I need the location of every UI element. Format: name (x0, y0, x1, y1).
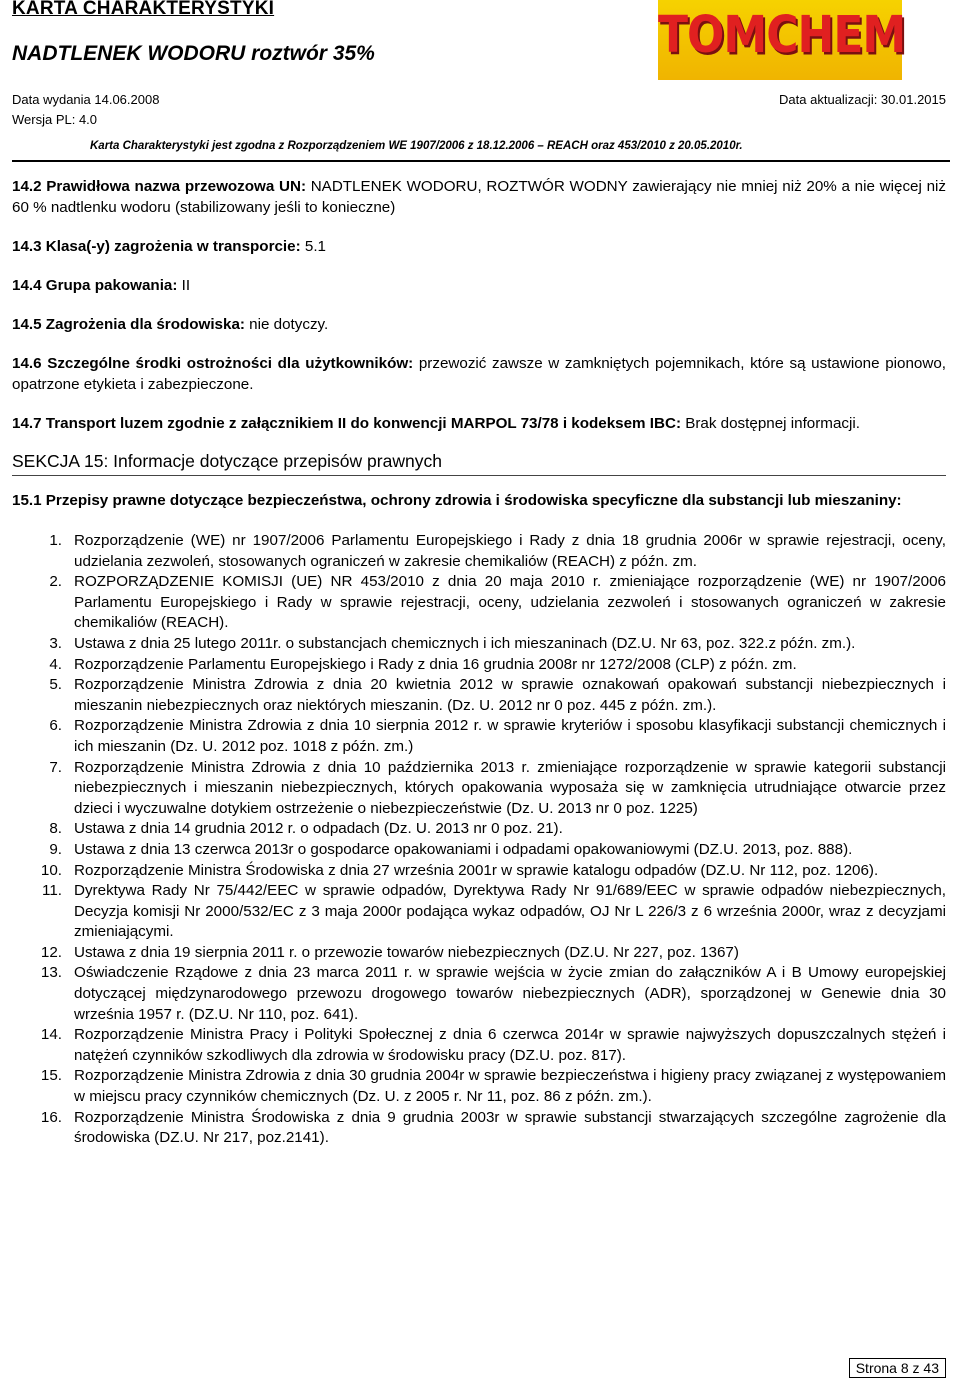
regulation-number: 6. (49, 717, 62, 735)
regulation-number: 2. (49, 573, 62, 591)
regulation-item (12, 861, 946, 882)
regulation-number: 7. (49, 758, 62, 776)
regulation-text: Rozporządzenie Ministra Środowiska z dnia 27 września 2001r w sprawie katalogu odpadów (DZ.U. Nr 112, poz. 1206). (74, 861, 879, 879)
section-15-heading: SEKCJA 15: Informacje dotyczące przepisów prawnych (12, 448, 946, 476)
document-body (12, 176, 946, 1149)
regulation-number: 5. (49, 676, 62, 694)
regulation-item (12, 1066, 946, 1107)
regulation-item (12, 531, 946, 572)
regulation-number: 1. (49, 532, 62, 549)
regulation-text: Rozporządzenie Ministra Zdrowia z dnia 30 grudnia 2004r w sprawie bezpieczeństwa i higieny pracy związanej z występowaniem w miejscu pracy czynników chemicznych (Dz. U. z 2005 r. Nr 11, poz. 86 z późn. zm.). (74, 1067, 946, 1106)
regulation-item (12, 819, 946, 840)
regulation-item (12, 1108, 946, 1149)
regulation-number: 4. (49, 655, 62, 673)
regulation-text: Ustawa z dnia 14 grudnia 2012 r. o odpadach (Dz. U. 2013 nr 0 poz. 21). (74, 820, 563, 838)
regulation-text: Ustawa z dnia 19 sierpnia 2011 r. o przewozie towarów niebezpiecznych (DZ.U. Nr 227, poz. 1367) (74, 943, 739, 961)
section-14-4: 14.4 Grupa pakowania: II (12, 277, 191, 294)
page-number: Strona 8 z 43 (849, 1358, 946, 1378)
section-14-5: 14.5 Zagrożenia dla środowiska: nie dotyczy. (12, 316, 329, 333)
regulation-item (12, 634, 946, 655)
section-14-6: 14.6 Szczególne środki ostrożności dla użytkowników: przewozić zawsze w zamkniętych pojemnikach, które są ustawione pionowo, opatrzone etykieta i zabezpieczone. (12, 355, 946, 393)
section-14-3: 14.3 Klasa(-y) zagrożenia w transporcie: 5.1 (12, 238, 327, 255)
regulation-item (12, 881, 946, 943)
regulation-number: 13. (40, 964, 62, 982)
regulation-number: 15. (40, 1067, 62, 1085)
regulation-number: 9. (49, 840, 62, 858)
section-14-2: 14.2 Prawidłowa nazwa przewozowa UN: NADTLENEK WODORU, ROZTWÓR WODNY zawierający nie mniej niż 20% a nie więcej niż 60 % nadtlenku wodoru (stabilizowany jeśli to konieczne) (12, 178, 946, 216)
regulation-number: 3. (49, 634, 62, 652)
regulation-item (12, 840, 946, 861)
version: Wersja PL: 4.0 (12, 112, 98, 127)
regulation-number: 12. (40, 943, 62, 961)
regulation-text: Rozporządzenie Ministra Zdrowia z dnia 10 sierpnia 2012 r. w sprawie kryteriów i sposobu klasyfikacji substancji chemicznych i ich mieszanin (Dz. U. 2012 poz. 1018 z późn. zm.) (74, 717, 946, 755)
regulation-text: Oświadczenie Rządowe z dnia 23 marca 2011 r. w sprawie wejścia w życie zmian do załączników A i B Umowy europejskiej dotyczącej międzynarodowego przewozu drogowego towarów niebezpiecznych (ADR), sporządzonej w Genewie dnia 30 września 1957 r. (DZ.U. Nr 110, poz. 641). (74, 964, 946, 1023)
section-14-7: 14.7 Transport luzem zgodnie z załącznikiem II do konwencji MARPOL 73/78 i kodeksem IBC: Brak dostępnej informacji. (12, 415, 860, 432)
regulation-note: Karta Charakterystyki jest zgodna z Rozporządzeniem WE 1907/2006 z 18.12.2006 – REACH oraz 453/2010 z 20.05.2010r. (90, 140, 743, 152)
regulation-number: 8. (49, 820, 62, 838)
document-type-title: KARTA CHARAKTERYSTYKI (12, 0, 275, 19)
logo-text: TOMCHEM (658, 6, 906, 65)
regulation-text: Rozporządzenie Ministra Zdrowia z dnia 10 października 2013 r. zmieniające rozporządzenie w sprawie kategorii substancji niebezpiecznych i mieszanin niebezpiecznych, których opakowania wyposaża się w zamknięcia utrudniające otwarcie przez dzieci i wyczuwalne dotykiem ostrzeżenie o niebezpieczeństwie (Dz. U. 2013 nr 0 poz. 1225) (74, 758, 946, 817)
regulation-text: Rozporządzenie (WE) nr 1907/2006 Parlamentu Europejskiego i Rady z dnia 18 grudnia 2006r w sprawie rejestracji, oceny, udzielania zezwoleń, stosowanych ograniczeń w zakresie chemikaliów (REACH) z późn. zm. (74, 532, 946, 570)
regulation-number: 14. (40, 1026, 62, 1044)
regulation-number: 16. (40, 1108, 62, 1126)
regulation-item (12, 963, 946, 1025)
regulation-text: Rozporządzenie Parlamentu Europejskiego i Rady z dnia 16 grudnia 2008r nr 1272/2008 (CLP) z późn. zm. (74, 655, 797, 673)
regulation-text: Ustawa z dnia 25 lutego 2011r. o substancjach chemicznych i ich mieszaninach (DZ.U. Nr 63, poz. 322.z późn. zm.). (74, 634, 856, 652)
regulation-item (12, 943, 946, 964)
regulation-item (12, 655, 946, 676)
regulations-list (12, 531, 946, 1149)
regulation-text: Ustawa z dnia 13 czerwca 2013r o gospodarce opakowaniami i odpadami opakowaniowymi (DZ.U. 2013, poz. 888). (74, 840, 853, 858)
regulation-text: Dyrektywa Rady Nr 75/442/EEC w sprawie odpadów, Dyrektywa Rady Nr 91/689/EEC w sprawie odpadów niebezpiecznych, Decyzja komisji Nr 2000/532/EC z 3 maja 2000r podająca wykaz odpadów, OJ Nr L 226/3 z 6 września 2000r, wraz z decyzjami zmieniającymi. (74, 882, 946, 941)
regulation-item (12, 716, 946, 757)
regulation-number: 10. (40, 861, 62, 879)
regulation-text: Rozporządzenie Ministra Zdrowia z dnia 20 kwietnia 2012 w sprawie oznakowań opakowań substancji niebezpiecznych i mieszanin niebezpiecznych oraz niektórych mieszanin. (Dz. U. 2012 nr 0 poz. 445 z późn. zm.). (74, 676, 946, 714)
header-divider (12, 160, 950, 162)
regulation-number: 11. (42, 882, 62, 900)
regulation-text: Rozporządzenie Ministra Środowiska z dnia 9 grudnia 2003r w sprawie substancji stwarzających szczególne zagrożenie dla środowiska (DZ.U. Nr 217, poz.2141). (74, 1108, 946, 1147)
company-logo (658, 0, 906, 80)
update-date: Data aktualizacji: 30.01.2015 (779, 92, 946, 107)
regulation-item (12, 675, 946, 716)
regulation-text: Rozporządzenie Ministra Pracy i Polityki Społecznej z dnia 6 czerwca 2014r w sprawie najwyższych dopuszczalnych stężeń i natężeń czynników szkodliwych dla zdrowia w środowisku pracy (DZ.U. poz. 817). (74, 1026, 946, 1064)
regulation-item (12, 1025, 946, 1066)
section-15-1: 15.1 Przepisy prawne dotyczące bezpieczeństwa, ochrony zdrowia i środowiska specyficzne dla substancji lub mieszaniny: (12, 492, 902, 509)
regulation-item (12, 572, 946, 634)
regulation-text: ROZPORZĄDZENIE KOMISJI (UE) NR 453/2010 z dnia 20 maja 2010 r. zmieniające rozporządzenie (WE) nr 1907/2006 Parlamentu Europejskiego i Rady w sprawie rejestracji, oceny, udzielania zezwoleń i stosowanych ograniczeń w zakresie chemikaliów (REACH). (74, 573, 946, 632)
regulation-item (12, 758, 946, 820)
product-name: NADTLENEK WODORU roztwór 35% (12, 42, 375, 65)
issue-date: Data wydania 14.06.2008 (12, 92, 160, 107)
